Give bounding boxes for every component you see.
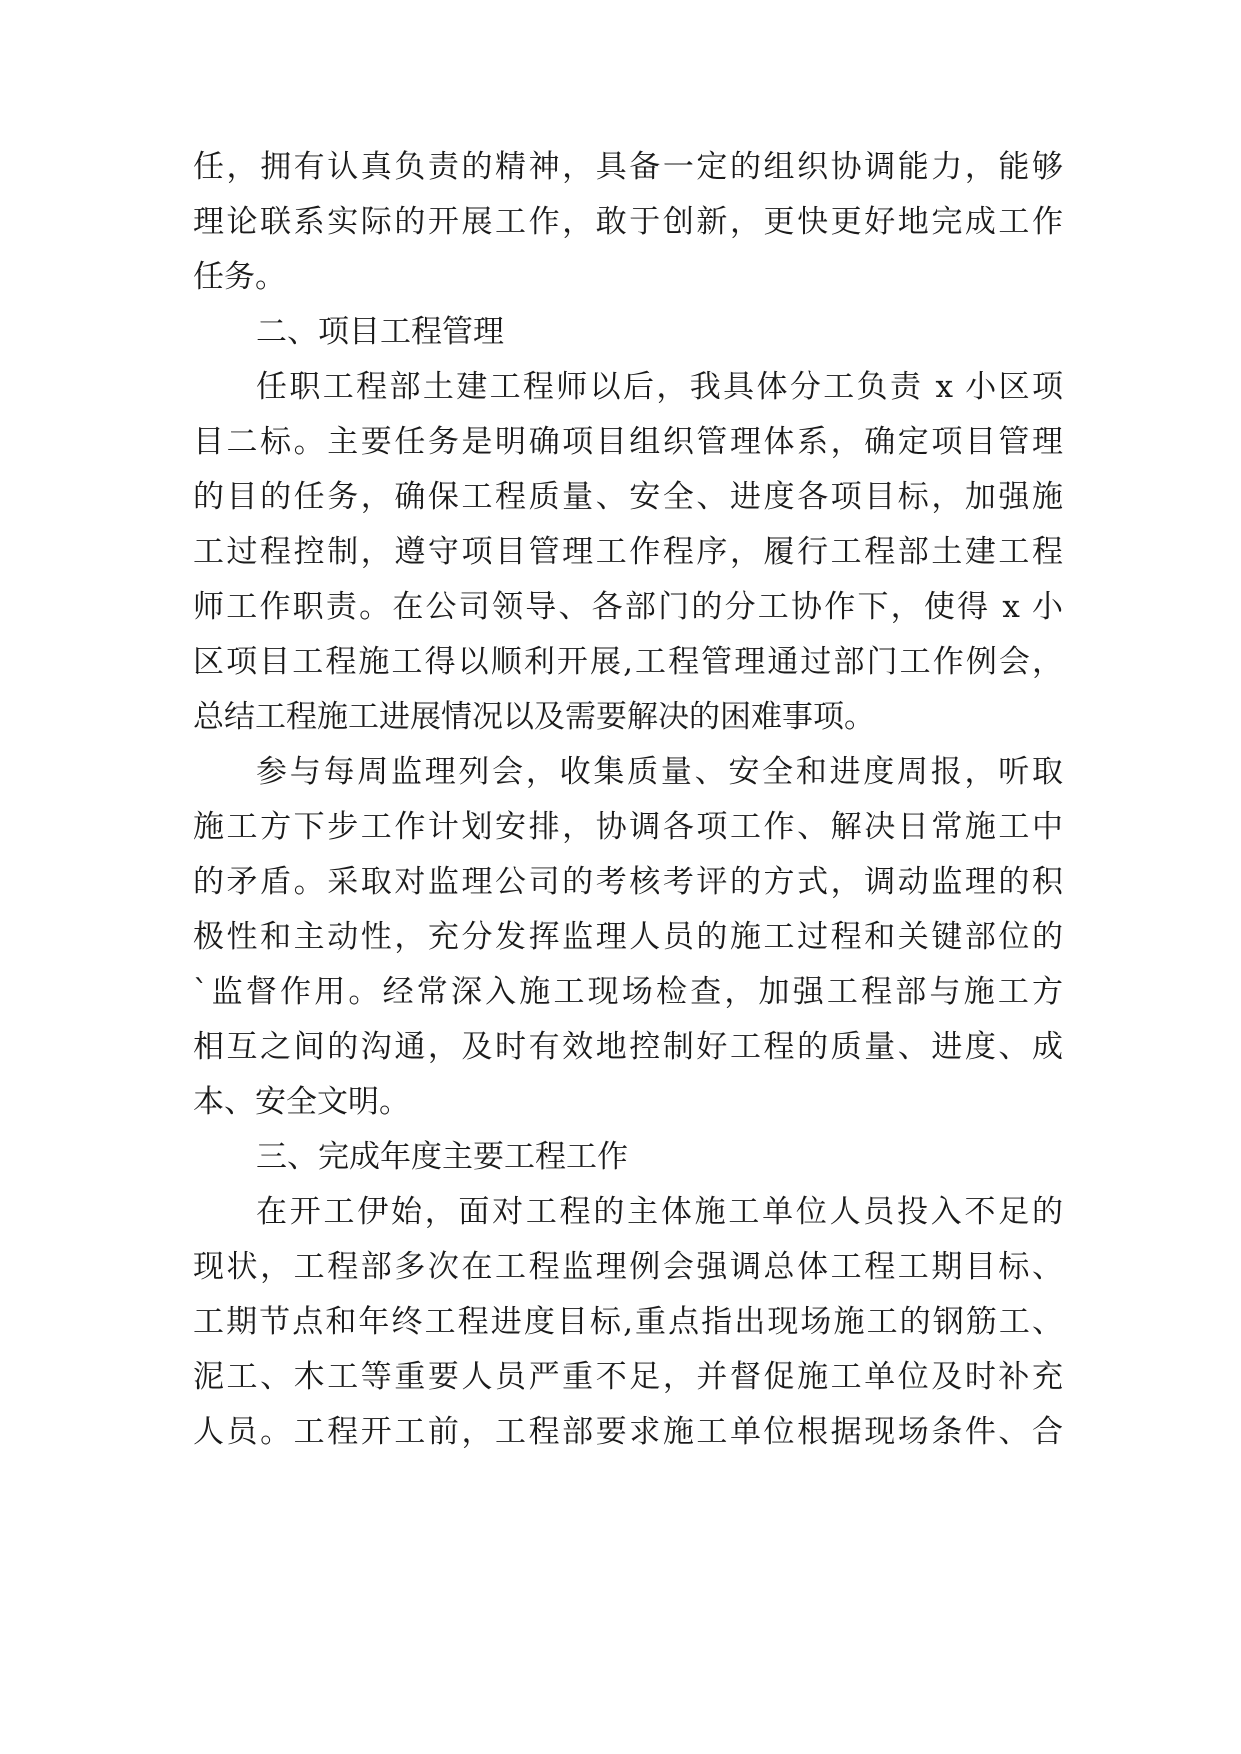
text-line-9: 师工作职责。在公司领导、各部门的分工协作下，使得 x 小 [193, 589, 1063, 625]
text-line-22: 工期节点和年终工程进度目标,重点指出现场施工的钢筋工、 [193, 1304, 1063, 1340]
text-line-14: 的矛盾。采取对监理公司的考核考评的方式，调动监理的积 [193, 864, 1063, 900]
text-line-20: 在开工伊始，面对工程的主体施工单位人员投入不足的 [256, 1194, 1063, 1230]
text-line-8: 工过程控制，遵守项目管理工作程序，履行工程部土建工程 [193, 534, 1063, 570]
text-line-2: 理论联系实际的开展工作，敢于创新，更快更好地完成工作 [193, 204, 1063, 240]
text-line-16: `监督作用。经常深入施工现场检查，加强工程部与施工方 [193, 974, 1063, 1010]
text-line-24: 人员。工程开工前，工程部要求施工单位根据现场条件、合 [193, 1414, 1063, 1450]
text-line-13: 施工方下步工作计划安排，协调各项工作、解决日常施工中 [193, 809, 1063, 845]
section-heading-3: 三、完成年度主要工程工作 [256, 1139, 628, 1175]
text-line-11: 总结工程施工进展情况以及需要解决的困难事项。 [193, 699, 875, 735]
text-line-15: 极性和主动性，充分发挥监理人员的施工过程和关键部位的 [193, 919, 1063, 955]
text-line-21: 现状，工程部多次在工程监理例会强调总体工程工期目标、 [193, 1249, 1063, 1285]
text-line-23: 泥工、木工等重要人员严重不足，并督促施工单位及时补充 [193, 1359, 1063, 1395]
text-line-7: 的目的任务，确保工程质量、安全、进度各项目标，加强施 [193, 479, 1063, 515]
text-line-18: 本、安全文明。 [193, 1084, 410, 1120]
text-line-6: 目二标。主要任务是明确项目组织管理体系，确定项目管理 [193, 424, 1063, 460]
text-line-1: 任，拥有认真负责的精神，具备一定的组织协调能力，能够 [193, 149, 1063, 185]
section-heading-2: 二、项目工程管理 [256, 314, 504, 350]
text-line-10: 区项目工程施工得以顺利开展,工程管理通过部门工作例会， [193, 644, 1063, 680]
text-line-12: 参与每周监理列会，收集质量、安全和进度周报，听取 [256, 754, 1063, 790]
text-line-17: 相互之间的沟通，及时有效地控制好工程的质量、进度、成 [193, 1029, 1063, 1065]
text-line-5: 任职工程部土建工程师以后，我具体分工负责 x 小区项 [256, 369, 1063, 405]
text-line-3: 任务。 [193, 259, 286, 295]
